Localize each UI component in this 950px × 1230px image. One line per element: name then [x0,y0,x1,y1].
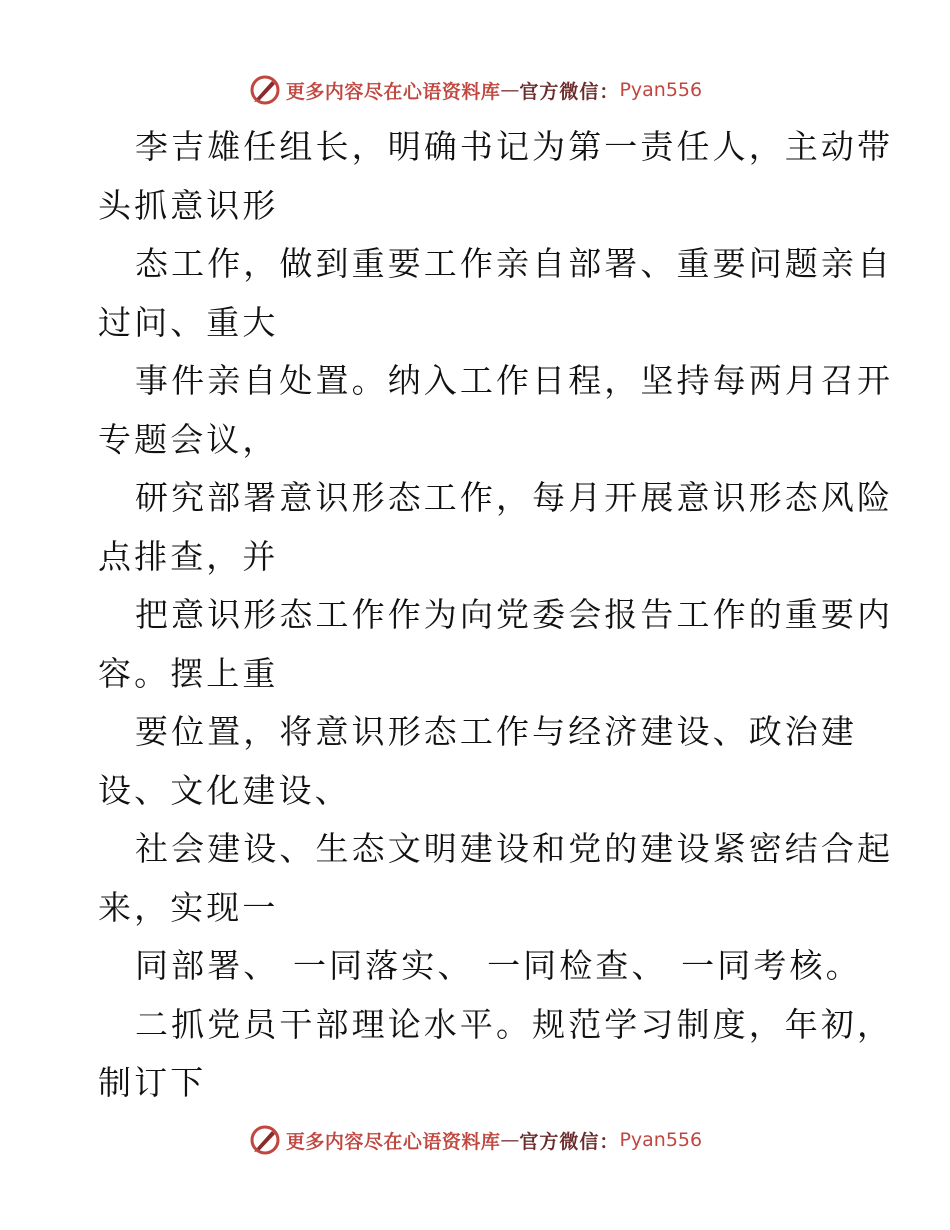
text-line: 要位置，将意识形态工作与经济建设、政治建 [135,712,857,751]
document-body [98,118,894,1113]
text-line: 制订下 [98,1063,207,1102]
text-line: 设、文化建设、 [98,770,351,810]
text-line: 二抓党员干部理论水平。规范学习制度，年初， [135,1004,894,1044]
watermark-lead-text: 更多内容尽在心语资料库 [285,1130,501,1153]
text-line: 态工作，做到重要工作亲自部署、重要问题亲自 [135,244,894,283]
text-line: 点排查，并 [98,536,279,576]
watermark-dash: — [500,1129,520,1151]
quill-logo-icon [248,1123,282,1157]
watermark-dash: — [500,79,520,101]
text-line: 过问、重大 [98,302,279,342]
watermark-header [0,70,950,110]
text-line: 李吉雄任组长，明确书记为第一责任人，主动带 [135,127,894,166]
watermark-footer [0,1120,950,1160]
watermark-wechat-id: Pyan556 [619,79,703,101]
text-line: 事件亲自处置。纳入工作日程，坚持每两月召开 [135,361,894,400]
watermark-wechat-id: Pyan556 [619,1129,703,1151]
text-line: 把意识形态工作作为向党委会报告工作的重要内 [135,595,894,634]
text-line: 同部署、 一同落实、 一同检查、 一同考核。 [135,946,862,985]
quill-logo-icon [248,73,282,107]
text-line: 社会建设、生态文明建设和党的建设紧密结合起 [135,829,894,868]
text-line: 容。摆上重 [98,653,279,693]
watermark-official-label: 官方微信： [519,1130,620,1153]
text-line: 研究部署意识形态工作，每月开展意识形态风险 [135,478,894,517]
text-line: 专题会议， [98,419,279,459]
watermark-official-label: 官方微信： [519,80,620,103]
text-line: 头抓意识形 [98,185,279,225]
watermark-lead-text: 更多内容尽在心语资料库 [285,80,501,103]
text-line: 来，实现一 [98,887,279,927]
